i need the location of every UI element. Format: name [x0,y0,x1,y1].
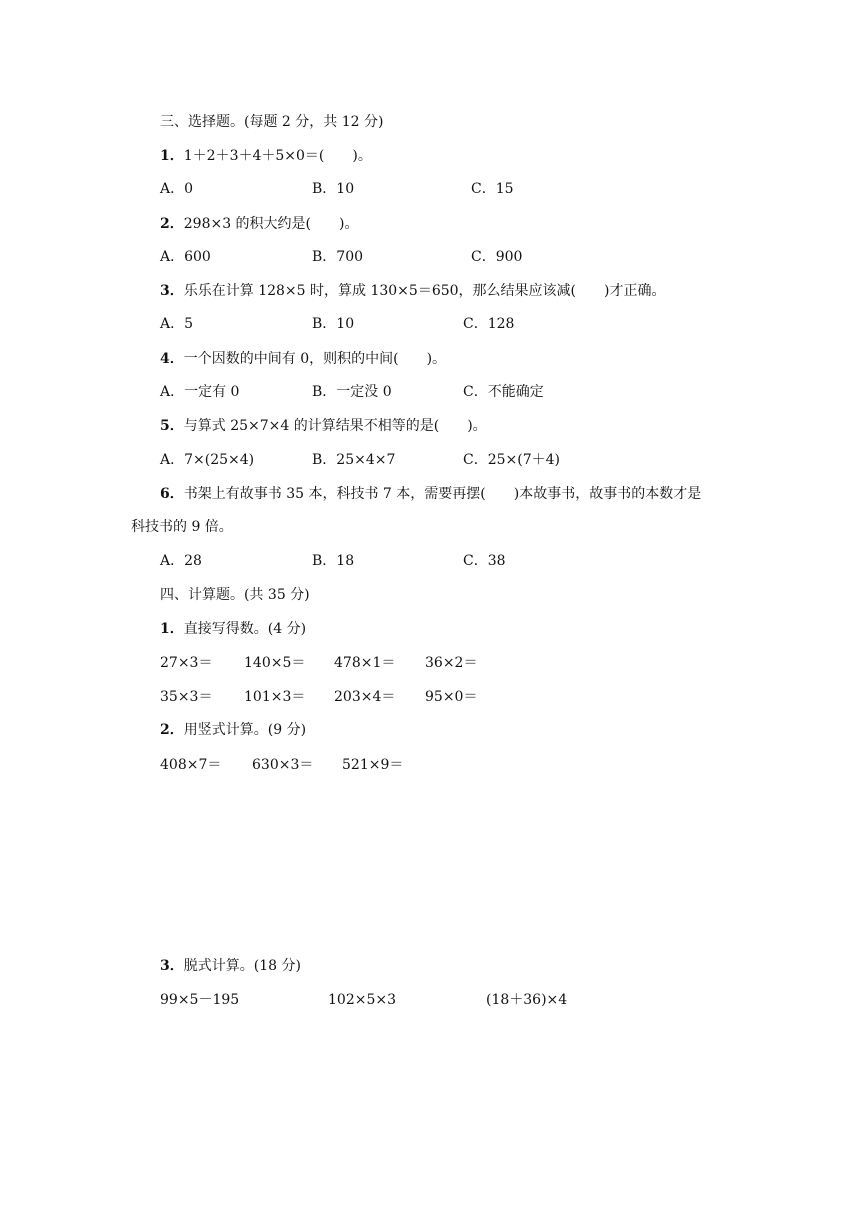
step-calc-item: 102×5×3 [328,992,396,1008]
part-number: 3． [160,958,184,974]
option-c: C．15 [471,181,514,197]
oral-calc-item: 27×3＝ [160,655,213,671]
part-text: 用竖式计算。(9 分) [183,722,307,738]
option-a: A．5 [160,316,194,332]
option-b: B．18 [312,553,355,569]
option-a: A．0 [160,181,194,197]
option-c: C．128 [463,316,515,332]
oral-calc-item: 95×0＝ [425,689,478,705]
option-c: C．不能确定 [463,384,544,400]
oral-calc-item: 101×3＝ [244,689,306,705]
oral-calc-item: 35×3＝ [160,689,213,705]
section-3-title: 三、选择题。(每题 2 分，共 12 分) [160,114,384,130]
option-b: B．10 [312,316,355,332]
question-text: 书架上有故事书 35 本，科技书 7 本，需要再摆( )本故事书，故事书的本数才是 [183,486,702,502]
question-number: 1． [160,148,184,164]
option-b: B．700 [312,249,364,265]
option-a: A．7×(25×4) [160,452,255,468]
part-number: 2． [160,722,184,738]
part-text: 直接写得数。(4 分) [183,621,307,637]
question-6 [160,484,701,504]
question-6-continued: 科技书的 9 倍。 [131,519,233,535]
part-number: 1． [160,621,184,637]
vertical-calc-item: 408×7＝ [160,757,222,773]
part-1-heading [160,619,306,639]
part-text: 脱式计算。(18 分) [183,958,301,974]
part-2-heading [160,720,306,740]
oral-calc-item: 203×4＝ [334,689,396,705]
question-number: 6． [160,486,184,502]
question-3 [160,281,665,301]
option-b: B．25×4×7 [312,452,396,468]
oral-calc-item: 36×2＝ [425,655,478,671]
option-c: C．25×(7＋4) [463,452,560,468]
option-b: B．10 [312,181,355,197]
option-c: C．900 [471,249,523,265]
question-text: 乐乐在计算 128×5 时，算成 130×5＝650，那么结果应该减( )才正确。 [183,283,666,299]
part-3-heading [160,956,301,976]
vertical-calc-item: 630×3＝ [252,757,314,773]
option-c: C．38 [463,553,506,569]
option-a: A．600 [160,249,211,265]
oral-calc-item: 478×1＝ [334,655,396,671]
question-1 [160,146,372,166]
option-a: A．一定有 0 [160,384,240,400]
question-number: 3． [160,283,184,299]
section-4-title: 四、计算题。(共 35 分) [160,587,310,603]
question-text: 298×3 的积大约是( )。 [183,216,359,232]
question-number: 2． [160,216,184,232]
vertical-calc-item: 521×9＝ [342,757,404,773]
question-4 [160,349,446,369]
option-b: B．一定没 0 [312,384,392,400]
question-5 [160,416,487,436]
question-text: 一个因数的中间有 0，则积的中间( )。 [183,351,447,367]
question-text: 与算式 25×7×4 的计算结果不相等的是( )。 [183,418,487,434]
question-text: 1＋2＋3＋4＋5×0＝( )。 [183,148,372,164]
option-a: A．28 [160,553,202,569]
oral-calc-item: 140×5＝ [244,655,306,671]
question-number: 5． [160,418,184,434]
step-calc-item: (18＋36)×4 [486,992,568,1008]
step-calc-item: 99×5－195 [160,992,240,1008]
question-number: 4． [160,351,184,367]
question-2 [160,214,358,234]
